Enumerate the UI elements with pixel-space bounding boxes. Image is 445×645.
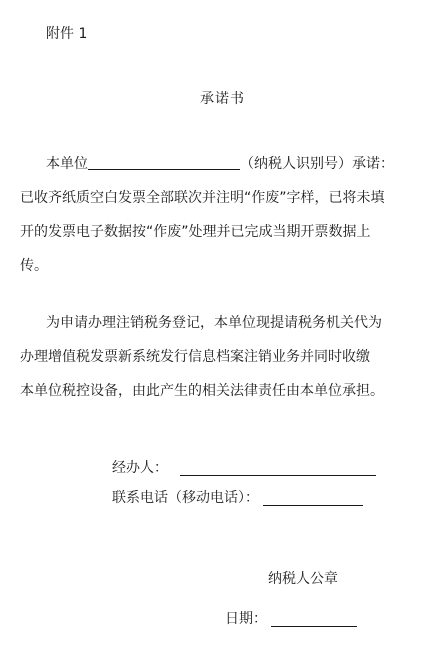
paragraph-line: 传。 — [20, 258, 48, 274]
document-title: 承诺书 — [200, 91, 245, 107]
agent-blank — [180, 459, 376, 476]
date-blank — [271, 610, 357, 627]
application-paragraph — [20, 306, 430, 408]
taxpayer-id-suffix: （纳税人识别号）承诺： — [240, 156, 394, 172]
paragraph-line: 办理增值税发票新系统发行信息档案注销业务并同时收缴 — [20, 349, 370, 365]
unit-prefix: 本单位 — [46, 156, 88, 172]
commitment-paragraph — [20, 147, 430, 283]
date-row — [225, 609, 357, 629]
taxpayer-seal-label: 纳税人公章 — [268, 571, 338, 587]
attachment-label: 附件 1 — [46, 26, 88, 42]
taxpayer-id-blank — [88, 155, 240, 170]
paragraph-line: 开的发票电子数据按“作废”处理并已完成当期开票数据上 — [20, 224, 371, 240]
agent-label: 经办人： — [112, 460, 168, 476]
phone-label: 联系电话（移动电话）： — [112, 490, 259, 506]
paragraph-line — [20, 147, 430, 181]
paragraph-line: 本单位税控设备，由此产生的相关法律责任由本单位承担。 — [20, 383, 384, 399]
paragraph-line: 已收齐纸质空白发票全部联次并注明“作废”字样，已将未填 — [20, 190, 385, 206]
phone-row — [112, 488, 363, 508]
paragraph-line: 为申请办理注销税务登记，本单位现提请税务机关代为 — [46, 315, 382, 331]
date-label: 日期： — [225, 611, 267, 627]
agent-row — [112, 458, 376, 478]
phone-blank — [263, 489, 363, 506]
